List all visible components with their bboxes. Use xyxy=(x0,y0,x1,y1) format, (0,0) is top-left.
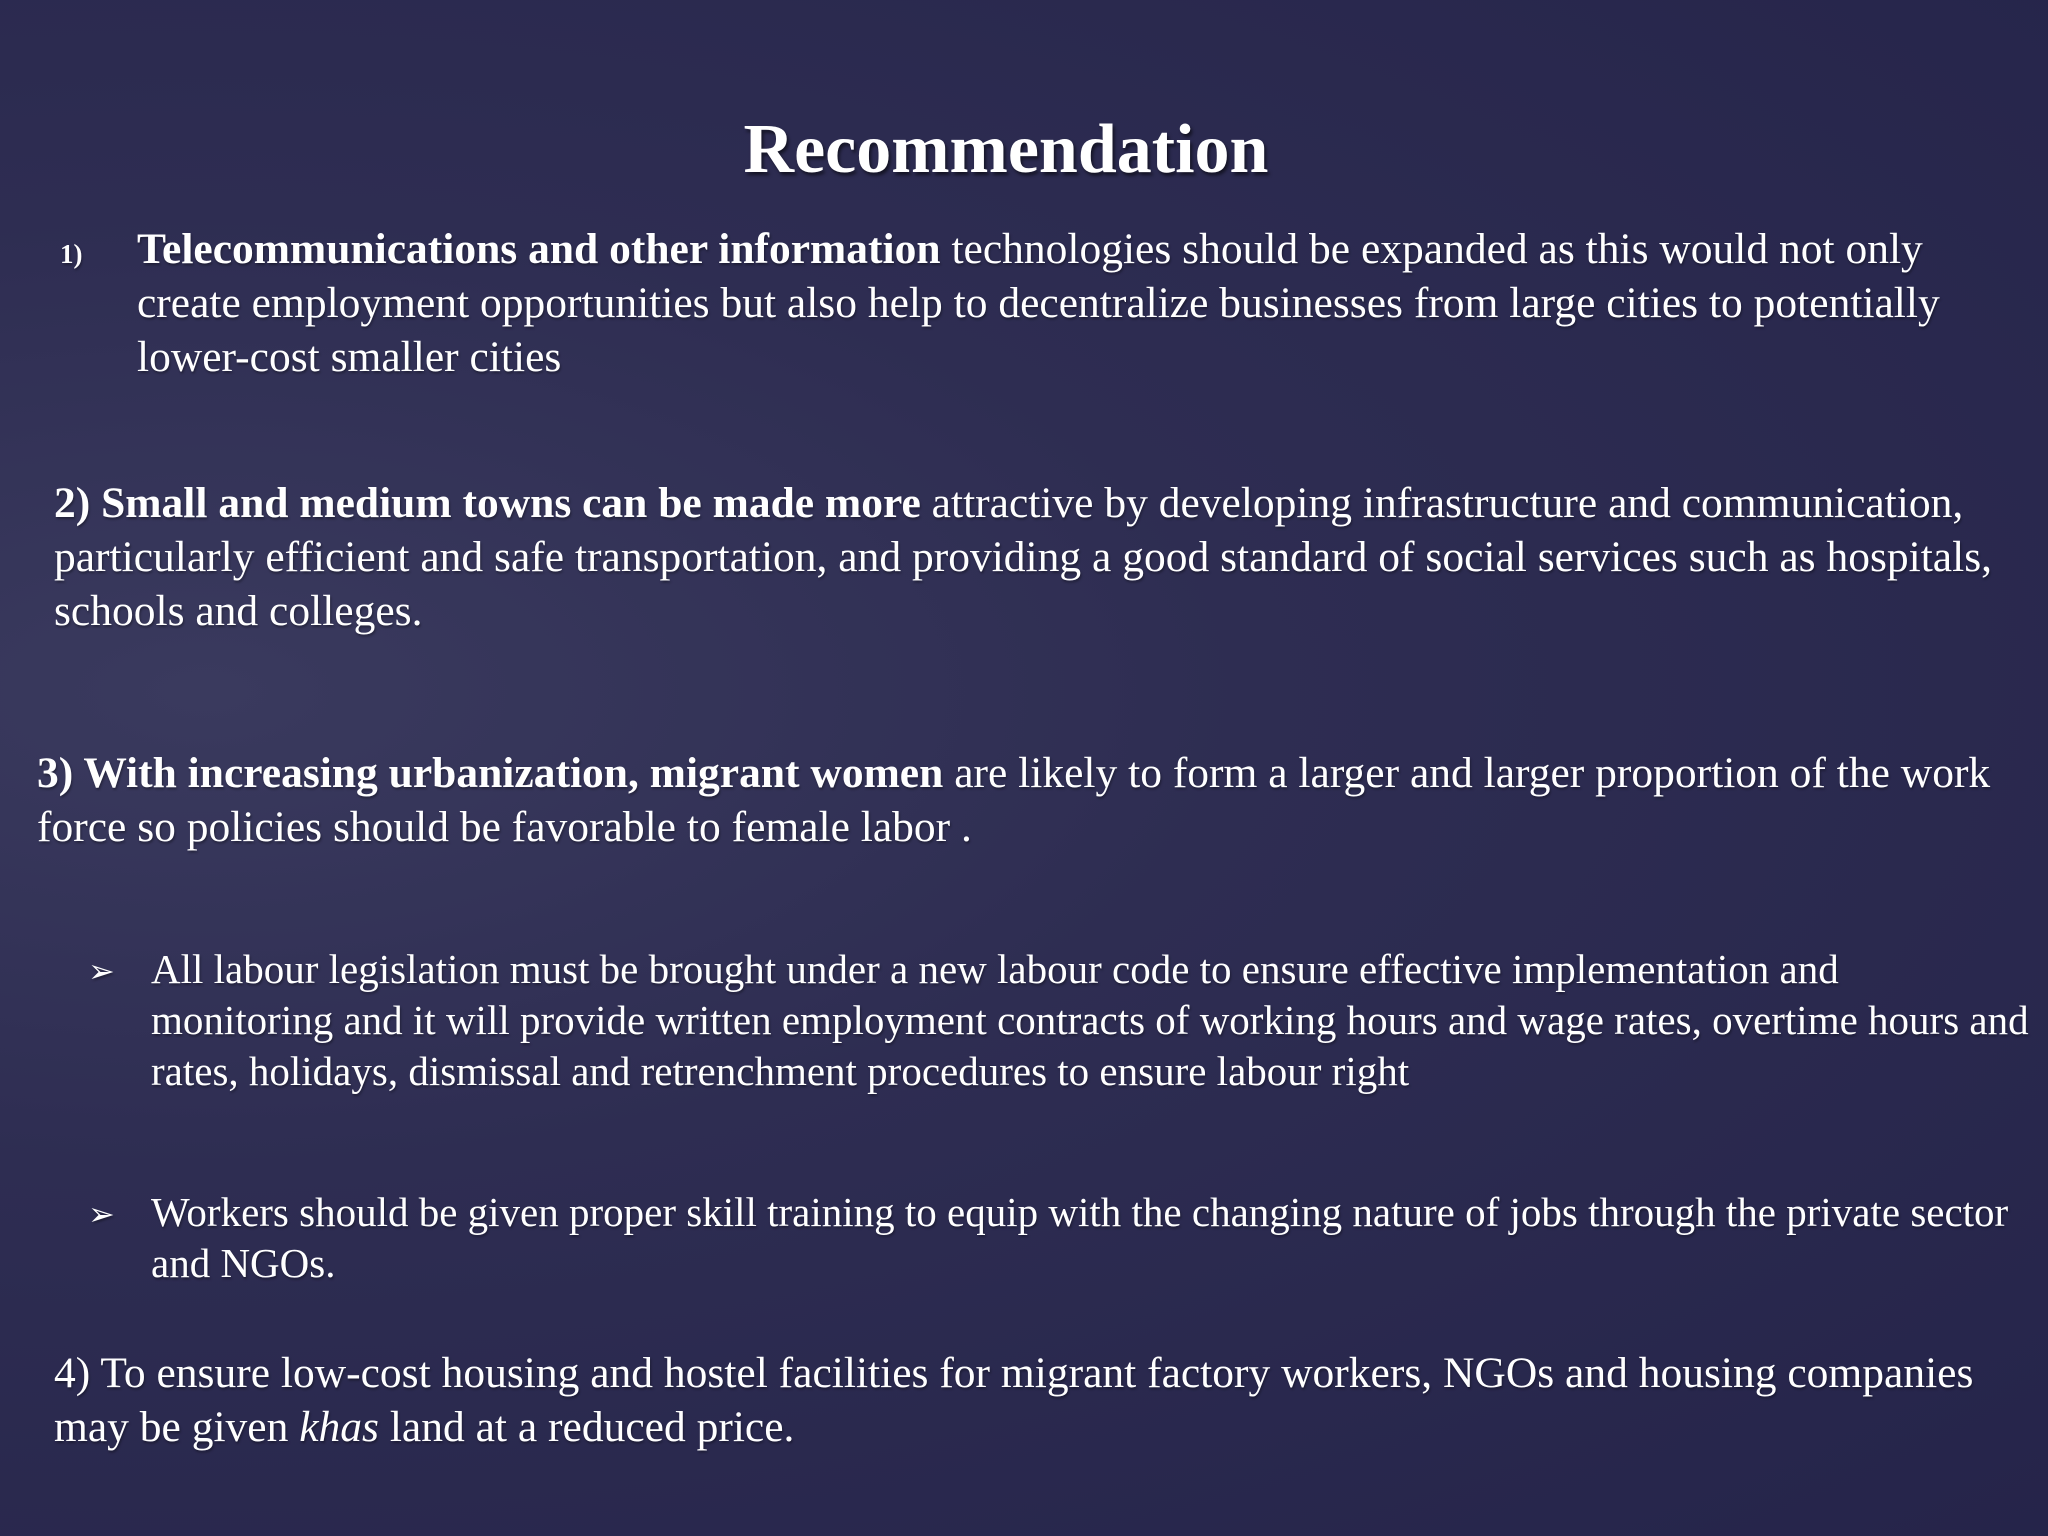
item-2-bold-text: 2) Small and medium towns can be made more xyxy=(54,479,921,527)
item-1-bold-text: Telecommunications and other information xyxy=(137,225,941,273)
recommendation-item-4 xyxy=(54,1346,2014,1454)
recommendation-item-3 xyxy=(37,746,2027,854)
item-4-text-before: 4) To ensure low-cost housing and hostel facilities for migrant factory workers, NGOs and housing companies may be given xyxy=(54,1349,1974,1451)
recommendation-item-2 xyxy=(54,476,2014,638)
slide-title: Recommendation xyxy=(743,111,1269,188)
item-3-bold-text: 3) With increasing urbanization, migrant women xyxy=(37,749,944,797)
recommendation-item-1 xyxy=(137,222,2027,384)
item-4-text-after: land at a reduced price. xyxy=(389,1403,795,1451)
item-2-text: attractive by developing infrastructure and communication, particularly efficient and safe transportation, and providing a good standard of social services such as hospitals, schools and colleges. xyxy=(54,479,1993,635)
arrow-bullet-icon: ➢ xyxy=(88,1195,115,1233)
bullet-item-skill-training: Workers should be given proper skill training to equip with the changing nature of jobs through the private sector and NGOs. xyxy=(151,1189,2009,1286)
item-3-text: are likely to form a larger and larger proportion of the work force so policies should be favorable to female labor . xyxy=(37,749,1991,851)
item-1-number: 1) xyxy=(60,239,83,269)
arrow-bullet-icon: ➢ xyxy=(88,952,115,990)
bullet-item-labour-legislation: All labour legislation must be brought under a new labour code to ensure effective implementation and monitoring and it will provide written employment contracts of working hours and wage rates, overtime hours and rates, holidays, dismissal and retrenchment procedures to ensure labour right xyxy=(151,946,2029,1094)
item-4-italic-text: khas xyxy=(299,1403,379,1451)
item-1-text: technologies should be expanded as this would not only create employment opportunities but also help to decentralize businesses from large cities to potentially lower-cost smaller cities xyxy=(137,225,1940,381)
